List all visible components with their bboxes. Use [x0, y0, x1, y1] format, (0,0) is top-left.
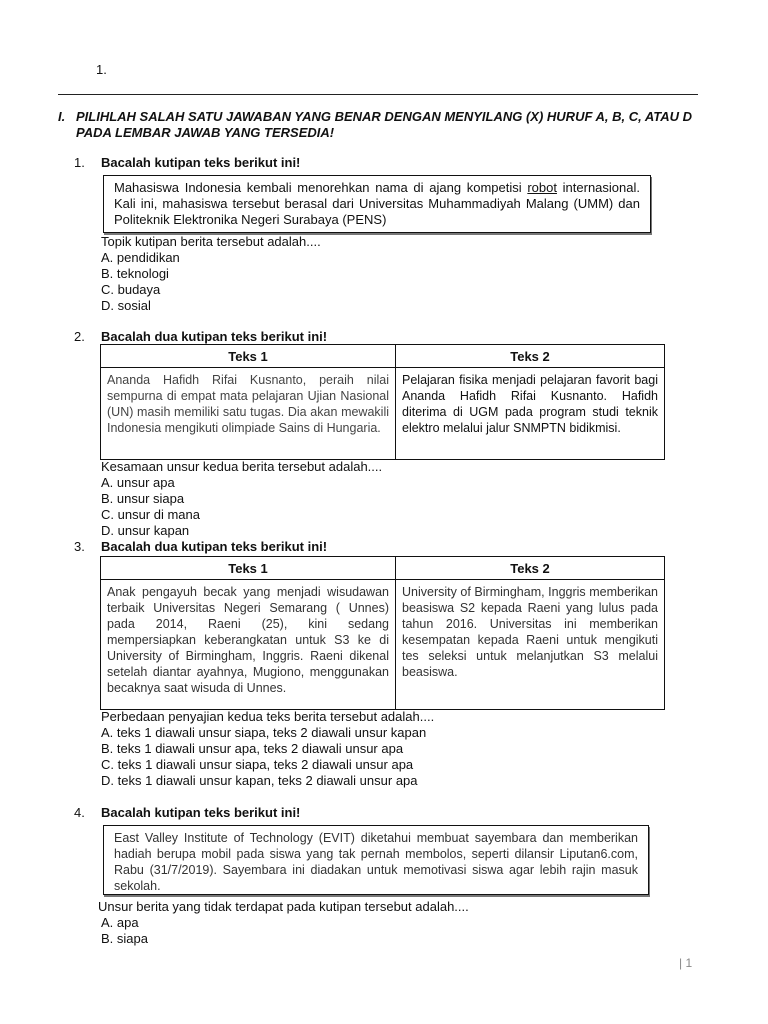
question-2-body [101, 459, 382, 539]
question-3-table [100, 556, 665, 710]
question-heading: Bacalah kutipan teks berikut ini! [101, 805, 301, 820]
question-4-body [98, 899, 469, 947]
question-1-body [101, 234, 321, 314]
table-cell-teks-1: Ananda Hafidh Rifai Kusnanto, peraih nilai sempurna di empat mata pelajaran Ujian Nasional (UN) masih memiliki satu tugas. Dia akan mewakili Indonesia mengikuti olimpiade Sains di Hungaria. [101, 368, 396, 460]
option: C. budaya [101, 282, 161, 297]
option: C. teks 1 diawali unsur siapa, teks 2 diawali unsur apa [101, 757, 414, 772]
question-text: Kesamaan unsur kedua berita tersebut adalah.... [101, 459, 383, 474]
table-cell-teks-1: Anak pengayuh becak yang menjadi wisudawan terbaik Universitas Negeri Semarang ( Unnes) pada 2014, Raeni (25), kini sedang mempersiapkan keberangkatan untuk S3 ke di University of Birmingham, Inggris. Raeni dikenal setelah diantar ayahnya, Mugiono, menggunakan becaknya saat wisuda di Unnes. [101, 580, 396, 710]
question-4-passage: East Valley Institute of Technology (EVIT) diketahui membuat sayembara dan memberikan hadiah berupa mobil pada siswa yang tak pernah membolos, seperti dilansir Liputan6.com, Rabu (31/7/2019). Sayembara ini diadakan untuk memotivasi siswa agar lebih rajin masuk sekolah. [103, 825, 649, 895]
instruction-text: PILIHLAH SALAH SATU JAWABAN YANG BENAR DENGAN MENYILANG (X) HURUF A, B, C, ATAU D PADA LEMBAR JAWAB YANG TERSEDIA! [76, 109, 693, 140]
question-number: 3. [74, 539, 85, 554]
passage-text: internasional. Kali ini, mahasiswa tersebut berasal dari Universitas Muhammadiyah Malang (UMM) dan Politeknik Elektronika Negeri Surabaya (PENS) [114, 180, 640, 227]
question-1-passage [103, 175, 651, 233]
table-cell-teks-2: Pelajaran fisika menjadi pelajaran favorit bagi Ananda Hafidh Rifai Kusnanto. Hafidh diterima di UGM pada program studi teknik elektro melalui jalur SNMPTN bidikmisi. [396, 368, 665, 460]
passage-link-robot: robot [527, 180, 557, 195]
table-header-teks-2: Teks 2 [396, 557, 665, 580]
question-number: 4. [74, 805, 85, 820]
option: B. unsur siapa [101, 491, 185, 506]
header-divider [58, 94, 698, 95]
section-roman: I. [58, 109, 66, 124]
option: B. teknologi [101, 266, 169, 281]
option: A. pendidikan [101, 250, 180, 265]
option: C. unsur di mana [101, 507, 200, 522]
table-cell-teks-2: University of Birmingham, Inggris memberikan beasiswa S2 kepada Raeni yang lulus pada tahun 2016. Universitas ini memberikan kesempatan kepada Raeni untuk mengikuti tes seleksi untuk melanjutkan S3 melalui beasiswa. [396, 580, 665, 710]
section-instruction [58, 109, 708, 141]
question-number: 2. [74, 329, 85, 344]
passage-text: Mahasiswa Indonesia kembali menorehkan nama di ajang kompetisi [114, 180, 528, 195]
table-header-teks-1: Teks 1 [101, 345, 396, 368]
question-heading: Bacalah dua kutipan teks berikut ini! [101, 539, 328, 554]
option: D. unsur kapan [101, 523, 190, 538]
option: A. apa [101, 915, 139, 930]
option: A. unsur apa [101, 475, 175, 490]
table-header-teks-1: Teks 1 [101, 557, 396, 580]
question-text: Topik kutipan berita tersebut adalah.... [101, 234, 321, 249]
table-header-teks-2: Teks 2 [396, 345, 665, 368]
page-number: | 1 [679, 956, 693, 970]
question-heading: Bacalah kutipan teks berikut ini! [101, 155, 301, 170]
question-2-table [100, 344, 665, 460]
question-text: Perbedaan penyajian kedua teks berita tersebut adalah.... [101, 709, 435, 724]
question-number: 1. [74, 155, 85, 170]
option: B. teks 1 diawali unsur apa, teks 2 diawali unsur apa [101, 741, 404, 756]
question-heading: Bacalah dua kutipan teks berikut ini! [101, 329, 328, 344]
option: D. sosial [101, 298, 151, 313]
question-3-body [101, 709, 434, 789]
question-text: Unsur berita yang tidak terdapat pada kutipan tersebut adalah.... [98, 899, 469, 914]
option: B. siapa [101, 931, 148, 946]
top-number: 1. [96, 62, 107, 77]
option: D. teks 1 diawali unsur kapan, teks 2 diawali unsur apa [101, 773, 418, 788]
option: A. teks 1 diawali unsur siapa, teks 2 diawali unsur kapan [101, 725, 427, 740]
